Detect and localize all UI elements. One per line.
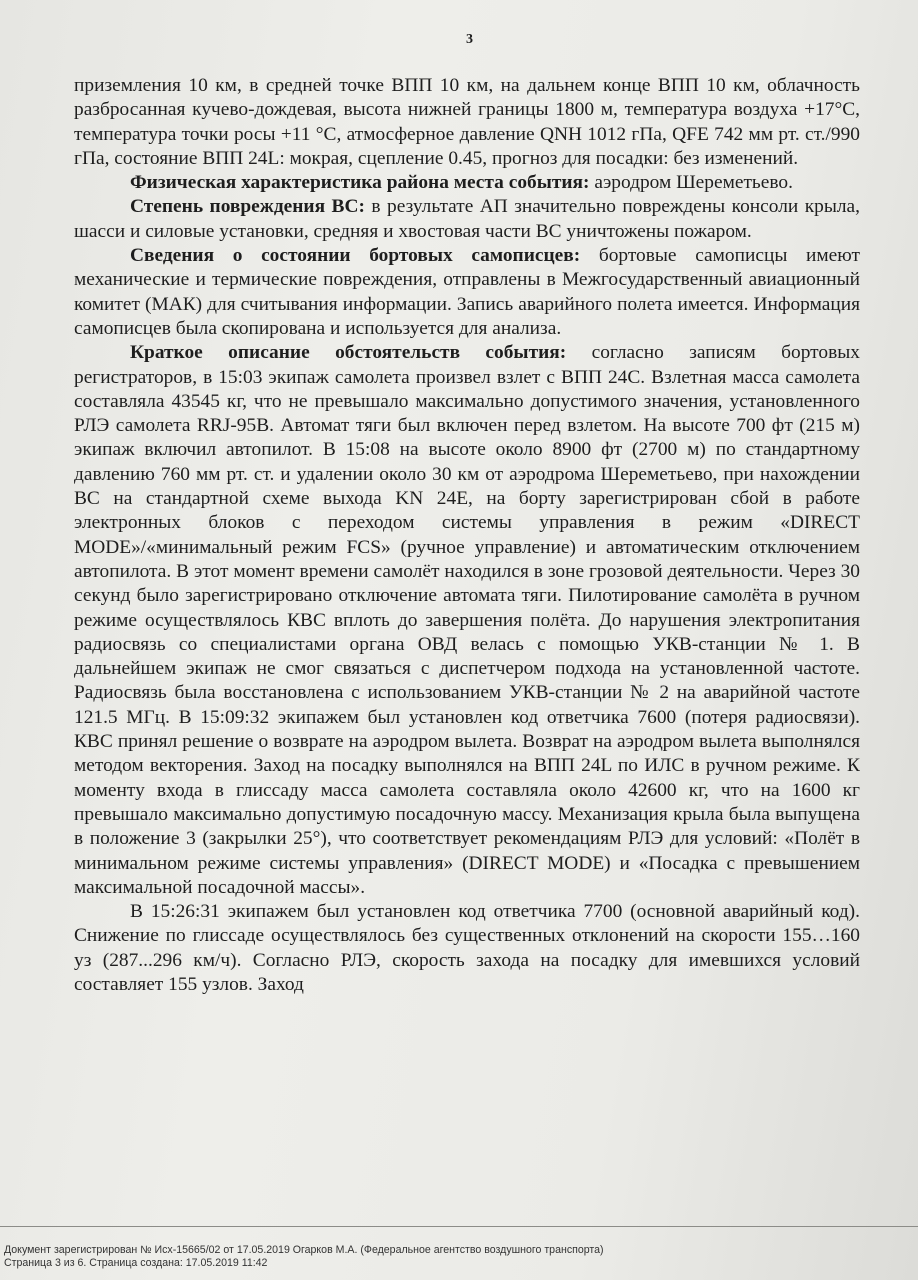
paragraph-text: аэродром Шереметьево. xyxy=(589,172,793,194)
footer-divider xyxy=(0,1226,918,1227)
paragraph-weather-continued xyxy=(74,74,860,171)
paragraph-flight-recorders xyxy=(74,244,860,341)
paragraph-heading: Степень повреждения ВС: xyxy=(130,196,365,218)
registration-footer xyxy=(4,1244,904,1270)
page-number: 3 xyxy=(466,32,473,47)
paragraph-heading: Сведения о состоянии бортовых самописцев: xyxy=(130,245,581,267)
paragraph-text: бортовые самописцы имеют механические и термические повреждения, отправлены в Межгосударственный авиационный комитет (МАК) для считывания информации. Запись аварийного полета имеется. Информация самописцев была скопирована и используется для анализа. xyxy=(74,245,860,339)
document-body xyxy=(74,74,860,997)
paragraph-approach xyxy=(74,900,860,997)
footer-page-line: Страница 3 из 6. Страница создана: 17.05.2019 11:42 xyxy=(4,1257,268,1269)
paragraph-heading: Физическая характеристика района места события: xyxy=(130,172,590,194)
paragraph-text: В 15:26:31 экипажем был установлен код ответчика 7700 (основной аварийный код). Снижение по глиссаде осуществлялось без существенных отклонений на скорости 155…160 уз (287...296 км/ч). Согласно РЛЭ, скорость захода на посадку для имевшихся условий составляет 155 узлов. Заход xyxy=(74,901,860,995)
paragraph-event-summary xyxy=(74,341,860,900)
paragraph-text: приземления 10 км, в средней точке ВПП 10 км, на дальнем конце ВПП 10 км, облачность разбросанная кучево-дождевая, высота нижней границы 1800 м, температура воздуха +17°С, температура точки росы +11 °С, атмосферное давление QNH 1012 гПа, QFE 742 мм рт. ст./990 гПа, состояние ВПП 24L: мокрая, сцепление 0.45, прогноз для посадки: без изменений. xyxy=(74,75,860,169)
footer-registration-line: Документ зарегистрирован № Исх-15665/02 от 17.05.2019 Огарков М.А. (Федеральное агентство воздушного транспорта) xyxy=(4,1244,604,1256)
paragraph-damage-degree xyxy=(74,195,860,244)
paragraph-text: согласно записям бортовых регистраторов, в 15:03 экипаж самолета произвел взлет с ВПП 24С. Взлетная масса самолета составляла 43545 кг, что не превышало максимально допустимого значения, установленного РЛЭ самолета RRJ-95B. Автомат тяги был включен перед взлетом. На высоте 700 фт (215 м) экипаж включил автопилот. В 15:08 на высоте около 8900 фт (2700 м) по стандартному давлению 760 мм рт. ст. и удалении около 30 км от аэродрома Шереметьево, при нахождении ВС на стандартной схеме выхода KN 24E, на борту зарегистрирован сбой в работе электронных блоков с переходом системы управления в режим «DIRECT MODE»/«минимальный режим FCS» (ручное управление) и автоматическим отключением автопилота. В этот момент времени самолёт находился в зоне грозовой деятельности. Через 30 секунд было зарегистрировано отключение автомата тяги. Пилотирование самолёта в ручном режиме осуществлялось КВС вплоть до завершения полёта. До нарушения электропитания радиосвязь со специалистами органа ОВД велась с помощью УКВ-станции № 1. В дальнейшем экипаж не смог связаться с диспетчером подхода на установленной частоте. Радиосвязь была восстановлена с использованием УКВ-станции № 2 на аварийной частоте 121.5 МГц. В 15:09:32 экипажем был установлен код ответчика 7600 (потеря радиосвязи). КВС принял решение о возврате на аэродром вылета. Возврат на аэродром вылета выполнялся методом векторения. Заход на посадку выполнялся на ВПП 24L по ИЛС в ручном режиме. К моменту входа в глиссаду масса самолета составляла около 42600 кг, что на 1600 кг превышало максимально допустимую посадочную массу. Механизация крыла была выпущена в положение 3 (закрылки 25°), что соответствует рекомендациям РЛЭ для условий: «Полёт в минимальном режиме системы управления» (DIRECT MODE) и «Посадка с превышением максимальной посадочной массы». xyxy=(74,342,860,898)
paragraph-site-characteristics xyxy=(74,171,860,195)
paragraph-heading: Краткое описание обстоятельств события: xyxy=(130,342,567,364)
paragraph-text: в результате АП значительно повреждены консоли крыла, шасси и силовые установки, средняя и хвостовая части ВС уничтожены пожаром. xyxy=(74,196,860,242)
